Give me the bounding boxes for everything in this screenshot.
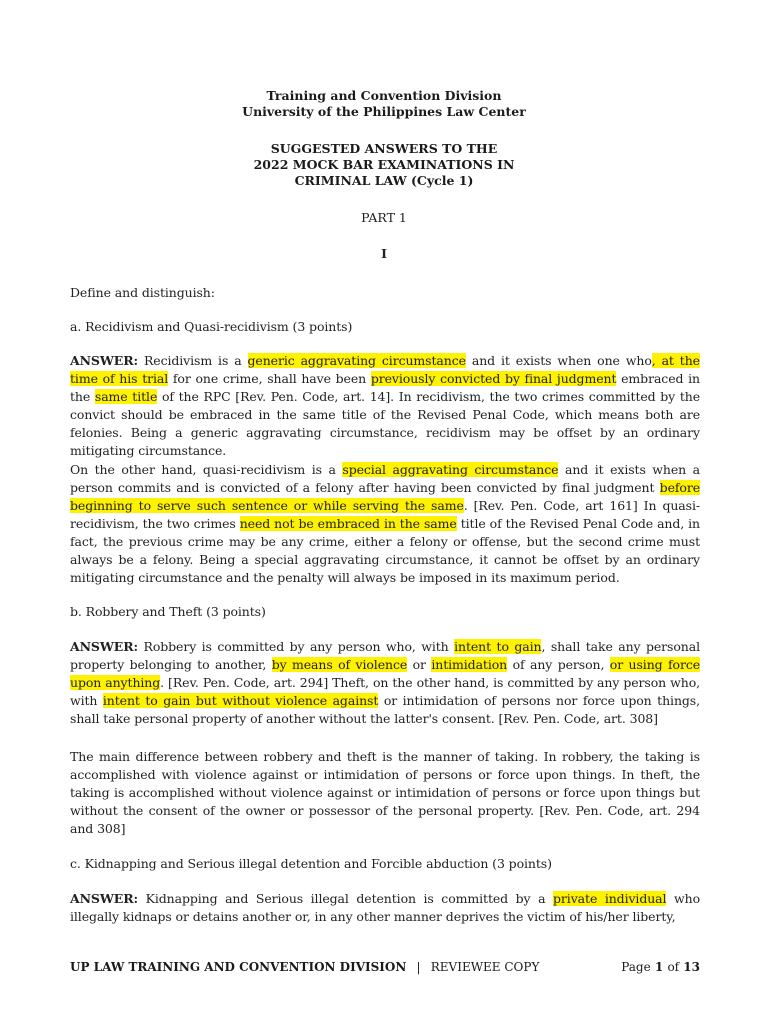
highlighted-text: by means of violence [271,657,408,672]
item-a-p2-runs [70,462,700,585]
item-b-p1-runs [70,639,700,726]
highlighted-text: previously convicted by final judgment [370,371,617,386]
page-current: 1 [654,960,664,974]
answer-label: ANSWER: [70,353,139,368]
answer-label: ANSWER: [70,891,139,906]
item-a-paragraph-2 [70,461,700,587]
instruction: Define and distinguish: [70,285,215,300]
page-total: 13 [683,960,700,974]
highlighted-text: intimidation [431,657,508,672]
text-run: Recidivism is a [138,353,248,368]
text-run: . [Rev. Pen. Code, art 161] In quasi-recidivism, the two crimes [70,498,700,531]
item-a-title: a. Recidivism and Quasi-recidivism (3 points) [70,319,353,334]
footer-separator: | [416,960,421,974]
text-run: embraced in the [70,371,700,404]
text-run: Robbery is committed by any person who, with [138,639,455,654]
question-number: I [381,246,387,261]
text-run: and it exists when a person commits and is convicted of a felony after having been convicted by final judgment [70,462,700,495]
division-header [0,88,768,120]
item-b-paragraph-2: The main difference between robbery and theft is the manner of taking. In robbery, the taking is accomplished with violence against or intimidation of persons or force upon things. In theft, the taking is accomplished without violence against or intimidation of persons or force upon things but without the consent of the owner or possessor of the personal property. [Rev. Pen. Code, art. 294 and 308] [70,749,700,836]
text-run: On the other hand, quasi-recidivism is a [70,462,343,477]
item-b-title: b. Robbery and Theft (3 points) [70,604,266,619]
highlighted-text: same title [94,389,158,404]
text-run: for one crime, shall have been [168,371,371,386]
item-c-title: c. Kidnapping and Serious illegal detention and Forcible abduction (3 points) [70,856,552,871]
title-line-1: SUGGESTED ANSWERS TO THE [270,141,498,156]
page-number [621,960,700,974]
title-line-2: 2022 MOCK BAR EXAMINATIONS IN [253,157,515,172]
highlighted-text: , at the time of his trial [70,353,700,386]
highlighted-text: special aggravating circumstance [342,462,559,477]
text-run: of the RPC [Rev. Pen. Code, art. 14]. In recidivism, the two crimes committed by the convict should be embraced in the same title of the Revised Penal Code, which means both are felonies. Being a generic aggravating circumstance, recidivism may be offset by an ordinary mitigating circumstance. [70,389,701,458]
highlighted-text: intent to gain but without violence against [102,693,379,708]
text-run: or [407,657,432,672]
document-title [0,141,768,189]
highlighted-text: intent to gain [454,639,542,654]
institution-name: University of the Philippines Law Center [242,104,526,119]
footer-division [70,960,539,974]
item-c-p1-runs [70,891,700,924]
highlighted-text: or using force upon anything [70,657,701,690]
answer-label: ANSWER: [70,639,139,654]
text-run: or intimidation of persons nor force upon things, shall take personal property of another without the latter's consent. [Rev. Pen. Code, art. 308] [70,693,700,726]
page-prefix: Page [621,960,651,974]
division-name: Training and Convention Division [266,88,502,103]
title-line-3: CRIMINAL LAW (Cycle 1) [294,173,474,188]
highlighted-text: before beginning to serve such sentence or while serving the same [70,480,700,513]
item-b-answer [70,638,700,728]
text-run: Kidnapping and Serious illegal detention is committed by a [138,891,554,906]
highlighted-text: private individual [553,891,667,906]
footer-copy-label: REVIEWEE COPY [430,960,540,974]
item-c-answer [70,890,700,926]
text-run: , shall take any personal property belonging to another, [70,639,700,672]
text-run: and it exists when one who [465,353,652,368]
text-run: of any person, [507,657,610,672]
part-heading: PART 1 [361,210,407,225]
highlighted-text: generic aggravating circumstance [247,353,466,368]
text-run: title of the Revised Penal Code and, in fact, the previous crime may be any crime, either a felony or offense, but the second crime must always be a felony. Being a special aggravating circumstance, it cannot be offset by an ordinary mitigating circumstance and the penalty will always be imposed in its maximum period. [70,516,700,585]
text-run: who illegally kidnaps or detains another or, in any other manner deprives the victim of his/her liberty, [70,891,700,924]
item-a-p1-runs [70,353,700,458]
highlighted-text: need not be embraced in the same [239,516,457,531]
text-run: . [Rev. Pen. Code, art. 294] Theft, on the other hand, is committed by any person who, with [70,675,700,708]
page-of: of [667,960,680,974]
item-a-answer [70,352,700,460]
footer-division-name: UP LAW TRAINING AND CONVENTION DIVISION [70,960,407,974]
